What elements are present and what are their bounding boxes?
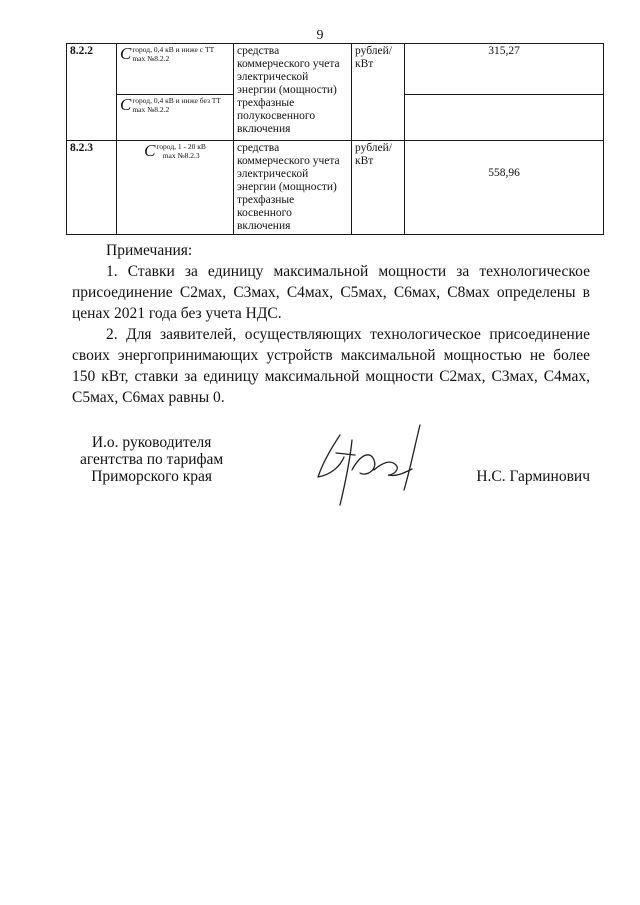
symbol-letter: C <box>120 95 132 114</box>
symbol-superscript: город, 0,4 кВ и ниже без ТТ <box>132 96 221 105</box>
row-value <box>405 95 604 141</box>
symbol-letter: C <box>144 141 156 160</box>
notes-title: Примечания: <box>106 242 193 259</box>
page-number: 9 <box>316 28 324 43</box>
rate-symbol <box>117 95 234 141</box>
rate-symbol <box>117 44 234 95</box>
signatory-name: Н.С. Гарминович <box>476 468 590 485</box>
symbol-superscript: город, 0,4 кВ и ниже с ТТ <box>132 45 215 54</box>
notes-section <box>72 240 590 408</box>
signatory-position <box>80 434 223 485</box>
handwritten-signature <box>300 415 450 515</box>
table-row <box>67 44 604 95</box>
position-line: И.о. руководителя <box>91 434 212 451</box>
row-value: 558,96 <box>405 141 604 235</box>
note-item-1: 1. Ставки за единицу максимальной мощности за технологическое присоединение С2мах, С3мах, С4мах, С5мах, С6мах, С8мах определены в ценах 2021 года без учета НДС. <box>72 263 590 322</box>
note-item-2: 2. Для заявителей, осуществляющих технологическое присоединение своих энергопринимающих устройств максимальной мощностью не более 150 кВт, ставки за единицу максимальной мощности С2мах, С3мах, С4мах, С5мах, С6мах равны 0. <box>72 326 590 406</box>
table-row <box>67 141 604 235</box>
symbol-letter: C <box>120 44 132 63</box>
tariff-table <box>66 43 604 235</box>
row-unit: рублей/кВт <box>352 44 405 141</box>
position-line: Приморского края <box>91 468 213 485</box>
symbol-subscript: max №8.2.2 <box>132 105 170 114</box>
symbol-subscript: max №8.2.2 <box>132 54 170 63</box>
symbol-subscript: max №8.2.3 <box>162 151 200 160</box>
rate-symbol <box>117 141 234 235</box>
row-code: 8.2.3 <box>67 141 117 235</box>
row-value: 315,27 <box>405 44 604 95</box>
row-description: средства коммерческого учета электрической энергии (мощности) трехфазные полукосвенного включения <box>234 44 352 141</box>
row-unit: рублей/кВт <box>352 141 405 235</box>
position-line: агентства по тарифам <box>80 451 224 468</box>
row-description: средства коммерческого учета электрической энергии (мощности) трехфазные косвенного включения <box>234 141 352 235</box>
symbol-superscript: город, 1 - 20 кВ <box>156 142 206 151</box>
row-code: 8.2.2 <box>67 44 117 141</box>
